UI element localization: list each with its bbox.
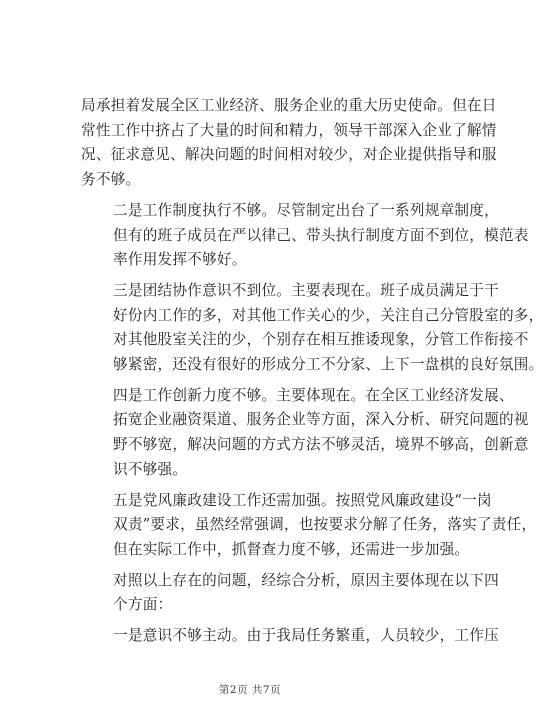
text-line: 五是党风廉政建设工作还需加强。按照党风廉政建设“一岗 [113,491,492,509]
paragraph-item-2 [81,199,529,273]
text-line: 务不够。 [81,171,141,189]
text-line: 但有的班子成员在严以律己、带头执行制度方面不到位，模范表 [113,226,529,244]
paragraph-item-5 [81,489,537,563]
text-line: 但在实际工作中，抓督查力度不够，还需进一步加强。 [113,540,470,558]
paragraph-item-4 [81,384,529,483]
text-line: 个方面： [113,596,173,614]
text-line: 三是团结协作意识不到位。主要表现在。班子成员满足于干 [113,281,499,299]
text-line: 识不够强。 [113,460,188,478]
paragraph-cause-1 [81,624,499,649]
text-line: 够紧密，还没有很好的形成分工不分家、上下一盘棋的良好氛围。 [113,356,543,374]
text-line: 四是工作创新力度不够。主要体现在。在全区工业经济发展、 [113,386,514,404]
text-line: 常性工作中挤占了大量的时间和精力，领导干部深入企业了解情 [81,121,497,139]
text-line: 对其他股室关注的少，个别存在相互推诿现象，分管工作衔接不 [113,331,529,349]
text-line: 况、征求意见、解决问题的时间相对较少，对企业提供指导和服 [81,146,497,164]
paragraph-summary [81,569,499,618]
page-footer: 第2页 共7页 [218,684,282,696]
text-line: 率作用发挥不够好。 [113,251,247,269]
text-line: 一是意识不够主动。由于我局任务繁重，人员较少，工作压 [113,627,499,645]
text-line: 双责”要求，虽然经常强调，也按要求分解了任务，落实了责任， [113,516,537,534]
text-line: 野不够宽，解决问题的方式方法不够灵活，境界不够高，创新意 [113,436,529,454]
text-line: 好份内工作的多，对其他工作关心的少，关注自己分管股室的多， [113,306,543,324]
paragraph-item-3 [81,279,543,378]
text-line: 二是工作制度执行不够。尽管制定出台了一系列规章制度， [113,201,499,219]
text-line: 局承担着发展全区工业经济、服务企业的重大历史使命。但在日 [81,97,497,114]
document-body [81,94,543,655]
text-line: 拓宽企业融资渠道、服务企业等方面，深入分析、研究问题的视 [113,411,529,429]
text-line: 对照以上存在的问题，经综合分析，原因主要体现在以下四 [113,571,499,589]
paragraph-continuation [81,94,497,193]
